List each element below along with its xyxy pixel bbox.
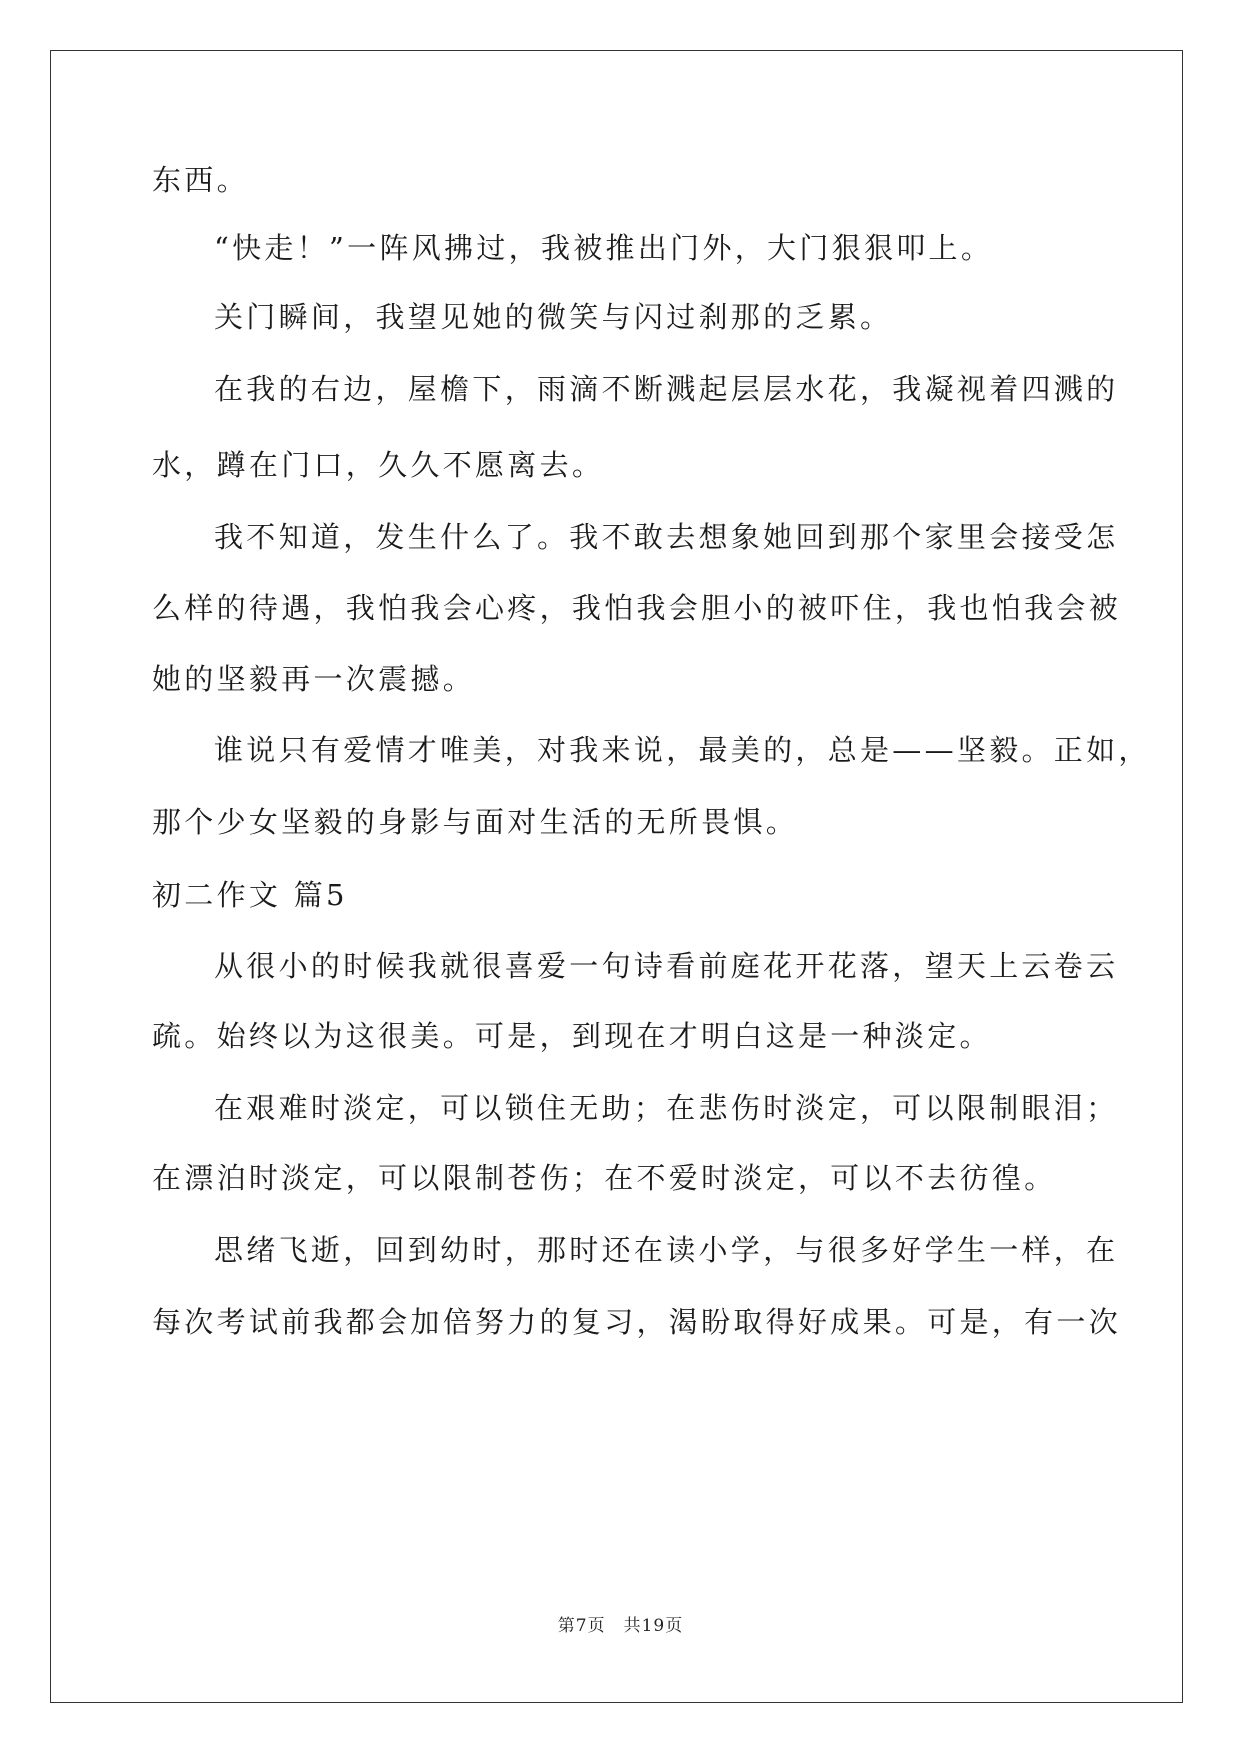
- text-line: 关门瞬间，我望见她的微笑与闪过刹那的乏累。: [214, 300, 893, 334]
- text-line: 我不知道，发生什么了。我不敢去想象她回到那个家里会接受怎: [214, 520, 1119, 554]
- text-line: 思绪飞逝，回到幼时，那时还在读小学，与很多好学生一样，在: [214, 1233, 1119, 1267]
- text-line: 谁说只有爱情才唯美，对我来说，最美的，总是——坚毅。正如，: [214, 733, 1151, 767]
- text-line: 么样的待遇，我怕我会心疼，我怕我会胆小的被吓住，我也怕我会被: [152, 591, 1122, 625]
- page-number: 第7页 共19页: [557, 1616, 684, 1636]
- text-line: 水，蹲在门口，久久不愿离去。: [152, 448, 605, 482]
- text-line: 那个少女坚毅的身影与面对生活的无所畏惧。: [152, 805, 799, 839]
- text-line: 疏。始终以为这很美。可是，到现在才明白这是一种淡定。: [152, 1019, 992, 1053]
- text-line: 从很小的时候我就很喜爱一句诗看前庭花开花落，望天上云卷云: [214, 949, 1119, 983]
- section-heading: 初二作文 篇5: [152, 878, 348, 912]
- text-line: 每次考试前我都会加倍努力的复习，渴盼取得好成果。可是，有一次: [152, 1305, 1122, 1339]
- text-line: 在漂泊时淡定，可以限制苍伤；在不爱时淡定，可以不去彷徨。: [152, 1161, 1057, 1195]
- text-line: 在我的右边，屋檐下，雨滴不断溅起层层水花，我凝视着四溅的: [214, 372, 1119, 406]
- text-line: “快走！”一阵风拂过，我被推出门外，大门狠狠叩上。: [214, 231, 994, 265]
- text-line: 东西。: [152, 163, 249, 197]
- text-line: 她的坚毅再一次震撼。: [152, 662, 476, 696]
- text-line: 在艰难时淡定，可以锁住无助；在悲伤时淡定，可以限制眼泪；: [214, 1091, 1119, 1125]
